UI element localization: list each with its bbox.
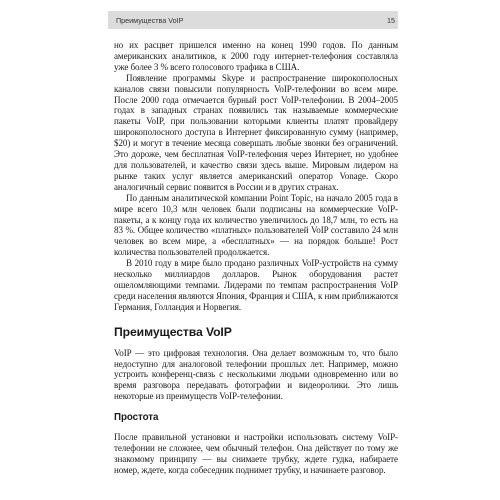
paragraph: По данным аналитической компании Point Topic, на начало 2005 года в мире всего 10,3 млн человек были подписаны на коммерческие VoIP-пакеты, а к концу года их количество увеличилось до 18,7 млн, то есть на 83 %. Общее количество «платных» пользователей VoIP составило 24 млн человек во всем мире, а «бесплатных» — на порядок больше! Рост количества пользователей продолжается. [114,192,398,258]
subsection-heading: Простота [114,412,159,424]
book-page [108,0,398,500]
page-number: 15 [387,15,395,25]
paragraph: Появление программы Skype и распространение широкополосных каналов связи повысили популярность VoIP-телефонии во всем мире. После 2000 года отмечается бурный рост VoIP-телефонии. В 2004–2005 годах в западных странах появились так называемые коммерческие пакеты VoIP, при пользовании которыми клиенты платят провайдеру широкополосного доступа в Интернет фиксированную сумму (например, $20) и могут в течение месяца совершать любые звонки без ограничений. Это дороже, чем бесплатная VoIP-телефония через Интернет, но удобнее для пользователей, и качество связи здесь выше. Мировым лидером на рынке таких услуг является американский оператор Vonage. Скоро аналогичный сервис появится в России и в других странах. [114,72,398,192]
section-heading: Преимущества VoIP [114,324,232,339]
running-header [108,11,398,29]
page-content [114,40,398,476]
paragraph: В 2010 году в мире было продано различных VoIP-устройств на сумму несколько миллиардов долларов. Рынок оборудования растет ошеломляющими темпами. Лидерами по темпам распространения VoIP среди населения являются Япония, Франция и США, к ним приближаются Германия, Голландия и Норвегия. [114,258,398,312]
paragraph: но их расцвет пришелся именно на конец 1990 годов. По данным американских аналитиков, к 2000 году интернет-телефония составляла уже более 3 % всего голосового трафика в США. [114,40,398,72]
paragraph: VoIP — это цифровая технология. Она делает возможным то, что было недоступно для аналоговой телефонии прошлых лет. Например, можно устроить конференц-связь с несколькими людьми одновременно или во время разговора передавать фотографии и видеоролики. Это лишь некоторые из преимуществ VoIP-телефонии. [114,347,398,402]
running-header-title: Преимущества VoIP [116,15,184,25]
paragraph: После правильной установки и настройки использовать систему VoIP-телефонии не сложнее, чем обычный телефон. Она действует по тому же знакомому принципу — вы снимаете трубку, ждете гудка, набираете номер, ждете, когда собеседник поднимет трубку, и начинаете разговор. [114,432,398,475]
